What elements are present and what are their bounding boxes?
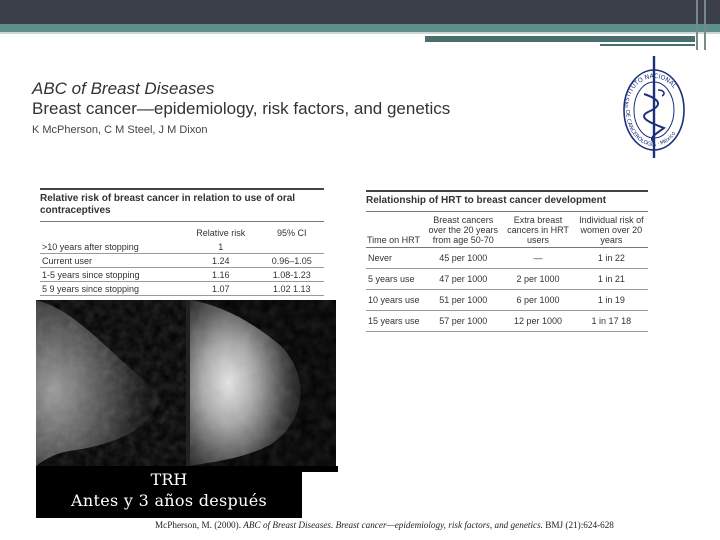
table-cell: 2 per 1000: [501, 269, 574, 290]
svg-text:DE CANCEROLOGIA · México: DE CANCEROLOGIA · México: [623, 109, 678, 149]
mammogram-after-image: [190, 300, 336, 466]
table-cell: 5 years use: [366, 269, 425, 290]
column-header: Extra breast cancers in HRT users: [501, 212, 574, 248]
table-cell: 1.02 1.13: [260, 282, 324, 296]
article-title: Breast cancer—epidemiology, risk factors, and genetics: [32, 99, 451, 118]
column-header: Breast cancers over the 20 years from age 50-70: [425, 212, 501, 248]
caption-line-1: TRH: [150, 470, 188, 489]
top-banner-accent: [0, 24, 720, 32]
table-cell: 6 per 1000: [501, 290, 574, 311]
column-header: Relative risk: [196, 228, 246, 238]
institute-seal-logo: [614, 54, 694, 160]
table-title: Relationship of HRT to breast cancer development: [366, 192, 648, 212]
table-cell: 1: [182, 240, 260, 254]
table-cell: Never: [366, 248, 425, 269]
svg-text:INSTITUTO NACIONAL: INSTITUTO NACIONAL: [622, 72, 678, 109]
table-cell: 15 years use: [366, 311, 425, 332]
corner-accent-bar: [425, 36, 695, 42]
column-header: Time on HRT: [366, 212, 425, 248]
series-title: ABC of Breast Diseases: [32, 79, 215, 98]
table-cell: 0.96–1.05: [260, 254, 324, 268]
citation-prefix: McPherson, M. (2000).: [155, 520, 244, 530]
top-banner-dark: [0, 0, 720, 24]
image-caption: [36, 466, 302, 518]
table-cell: >10 years after stopping: [40, 240, 182, 254]
column-header: Individual risk of women over 20 years: [575, 212, 648, 248]
table-cell: 1 in 22: [575, 248, 648, 269]
table-cell: 5 9 years since stopping: [40, 282, 182, 296]
hrt-risk-table: [366, 190, 648, 332]
citation-suffix: BMJ (21):624-628: [542, 520, 614, 530]
column-header: [40, 222, 182, 240]
table-cell: [260, 240, 324, 254]
table-cell: 57 per 1000: [425, 311, 501, 332]
oral-contraceptive-risk-table: [40, 188, 324, 296]
column-header: 95% CI: [277, 228, 307, 238]
table-cell: 1 in 17 18: [575, 311, 648, 332]
table-cell: 1 in 21: [575, 269, 648, 290]
table-cell: 1-5 years since stopping: [40, 268, 182, 282]
table-cell: 1.07: [182, 282, 260, 296]
table-title: Relative risk of breast cancer in relation to use of oral contraceptives: [40, 190, 324, 222]
table-cell: 1.16: [182, 268, 260, 282]
top-banner-line: [0, 32, 720, 34]
table-cell: 51 per 1000: [425, 290, 501, 311]
caption-line-2: Antes y 3 años después: [71, 491, 267, 510]
mammogram-images: [36, 300, 336, 466]
table-cell: 10 years use: [366, 290, 425, 311]
reference-citation: [155, 520, 614, 530]
mammogram-before-image: [36, 300, 186, 466]
table-cell: 1 in 19: [575, 290, 648, 311]
table-cell: 12 per 1000: [501, 311, 574, 332]
table-cell: 1.24: [182, 254, 260, 268]
corner-vertical-line-2: [704, 0, 706, 50]
citation-title: ABC of Breast Diseases. Breast cancer—epidemiology, risk factors, and genetics.: [243, 520, 543, 530]
corner-accent-line: [600, 44, 695, 46]
image-frame-edge: [302, 466, 338, 472]
table-cell: Current user: [40, 254, 182, 268]
table-cell: 1.08-1.23: [260, 268, 324, 282]
article-authors: K McPherson, C M Steel, J M Dixon: [32, 124, 208, 136]
table-cell: —: [501, 248, 574, 269]
corner-vertical-line: [696, 0, 698, 50]
table-cell: 47 per 1000: [425, 269, 501, 290]
table-cell: 45 per 1000: [425, 248, 501, 269]
